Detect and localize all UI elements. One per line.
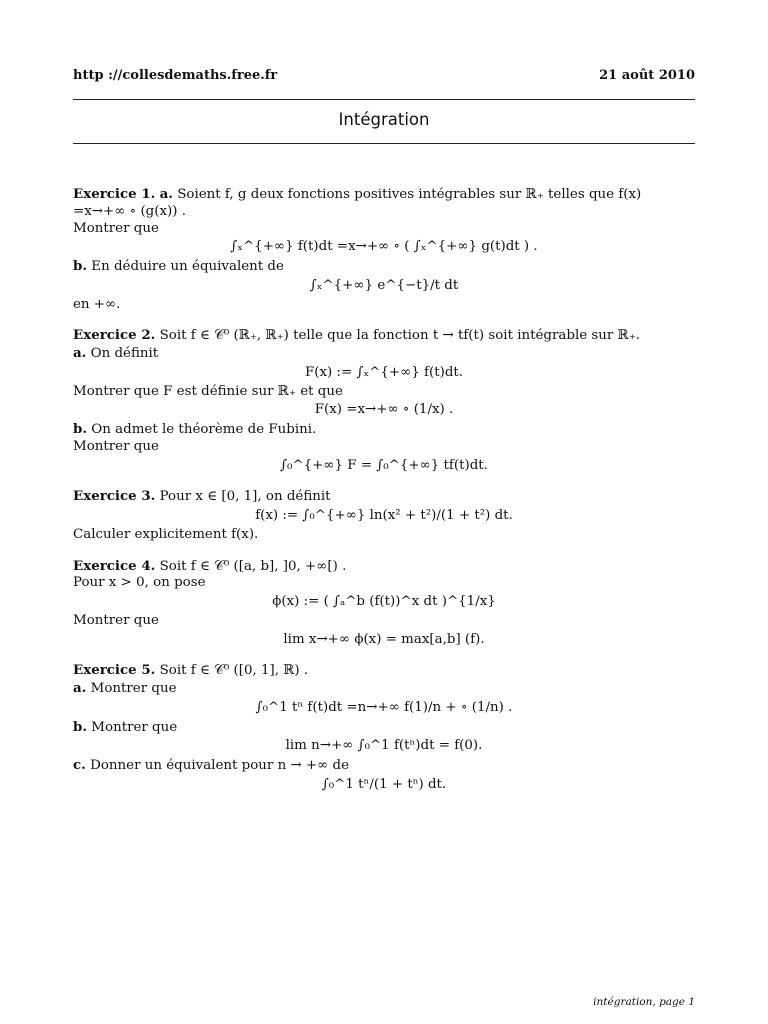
header-url: http ://collesdemaths.free.fr (73, 68, 278, 83)
ex1-b (73, 258, 695, 276)
ex1-b-label: b. (73, 258, 88, 274)
ex2-show: Montrer que F est définie sur ℝ₊ et que (73, 383, 343, 399)
header-date: 21 août 2010 (599, 68, 695, 83)
exercise-3 (73, 488, 695, 543)
ex2-equation-1: F(x) := ∫ₓ^{+∞} f(t)dt. (304, 364, 464, 380)
ex3-label: Exercice 3. (73, 488, 156, 505)
exercise-1 (73, 186, 695, 313)
ex3-statement (73, 488, 695, 506)
ex1-equation-1: ∫ₓ^{+∞} f(t)dt =x→+∞ ∘ ( ∫ₓ^{+∞} g(t)dt ) . (230, 239, 538, 255)
ex2-equation-2: F(x) =x→+∞ ∘ (1/x) . (314, 402, 454, 418)
document-body (73, 186, 695, 796)
ex5-a (73, 680, 695, 698)
ex2-b (73, 421, 695, 439)
ex4-equation-1: ϕ(x) := ( ∫ₐ^b (f(t))^x dt )^{1/x} (272, 594, 496, 609)
ex1-a-text: Soient f, g deux fonctions positives intégrables sur ℝ₊ telles que f(x) =x→+∞ ∘ (g(x)) . (73, 187, 642, 219)
ex5-b (73, 719, 695, 737)
ex1-show: Montrer que (73, 220, 159, 236)
ex2-a-text: On définit (90, 346, 159, 361)
ex2-statement (73, 327, 695, 345)
ex2-a (73, 345, 695, 363)
ex4-label: Exercice 4. (73, 557, 156, 574)
ex2-b-text: On admet le théorème de Fubini. (91, 422, 317, 437)
ex4-statement (73, 558, 695, 576)
ex1-b-text: En déduire un équivalent de (91, 259, 284, 274)
ex3-text: Pour x ∈ [0, 1], on définit (159, 489, 331, 505)
ex1-a-label: a. (159, 186, 173, 202)
ex4-equation-2: lim x→+∞ ϕ(x) = max[a,b] (f). (283, 631, 485, 647)
header-rule-bottom (73, 143, 695, 144)
ex1-equation-2: ∫ₓ^{+∞} e^{−t}/t dt (309, 277, 459, 293)
ex5-b-text: Montrer que (91, 719, 178, 735)
ex2-label: Exercice 2. (73, 327, 156, 344)
ex5-equation-2: lim n→+∞ ∫₀^1 f(tⁿ)dt = f(0). (285, 738, 483, 754)
header-rule-top (73, 99, 695, 100)
ex2-a-label: a. (73, 345, 87, 361)
page-footer: intégration, page 1 (593, 996, 695, 1008)
ex5-c-text: Donner un équivalent pour n → +∞ de (90, 758, 350, 773)
exercise-5 (73, 662, 695, 793)
ex1-tail: en +∞. (73, 296, 121, 312)
ex2-b-label: b. (73, 421, 88, 437)
ex5-text: Soit f ∈ 𝒞⁰ ([0, 1], ℝ) . (159, 663, 309, 679)
ex4-text: Soit f ∈ 𝒞⁰ ([a, b], ]0, +∞[) . (159, 558, 347, 574)
ex1-statement (73, 186, 695, 221)
ex4-text2: Pour x > 0, on pose (73, 575, 206, 591)
ex5-statement (73, 662, 695, 680)
ex5-b-label: b. (73, 718, 88, 735)
exercise-2 (73, 327, 695, 474)
ex3-task: Calculer explicitement f(x). (73, 526, 259, 542)
ex1-label: Exercice 1. (73, 186, 156, 202)
ex2-text: Soit f ∈ 𝒞⁰ (ℝ₊, ℝ₊) telle que la fonction t → tf(t) soit intégrable sur ℝ₊. (159, 328, 641, 344)
ex3-equation-1: f(x) := ∫₀^{+∞} ln(x² + t²)/(1 + t²) dt. (255, 508, 513, 523)
ex5-c-label: c. (73, 757, 86, 773)
ex2-show2: Montrer que (73, 438, 159, 454)
ex5-label: Exercice 5. (73, 662, 156, 679)
ex5-equation-3: ∫₀^1 tⁿ/(1 + tⁿ) dt. (321, 776, 447, 792)
ex5-c (73, 757, 695, 775)
ex5-a-label: a. (73, 680, 87, 696)
ex5-equation-1: ∫₀^1 tⁿ f(t)dt =n→+∞ f(1)/n + ∘ (1/n) . (255, 699, 513, 715)
ex4-show: Montrer que (73, 612, 159, 628)
ex2-equation-3: ∫₀^{+∞} F = ∫₀^{+∞} tf(t)dt. (280, 457, 488, 473)
page-title: Intégration (338, 110, 430, 129)
exercise-4 (73, 558, 695, 649)
ex5-a-text: Montrer que (90, 681, 177, 696)
